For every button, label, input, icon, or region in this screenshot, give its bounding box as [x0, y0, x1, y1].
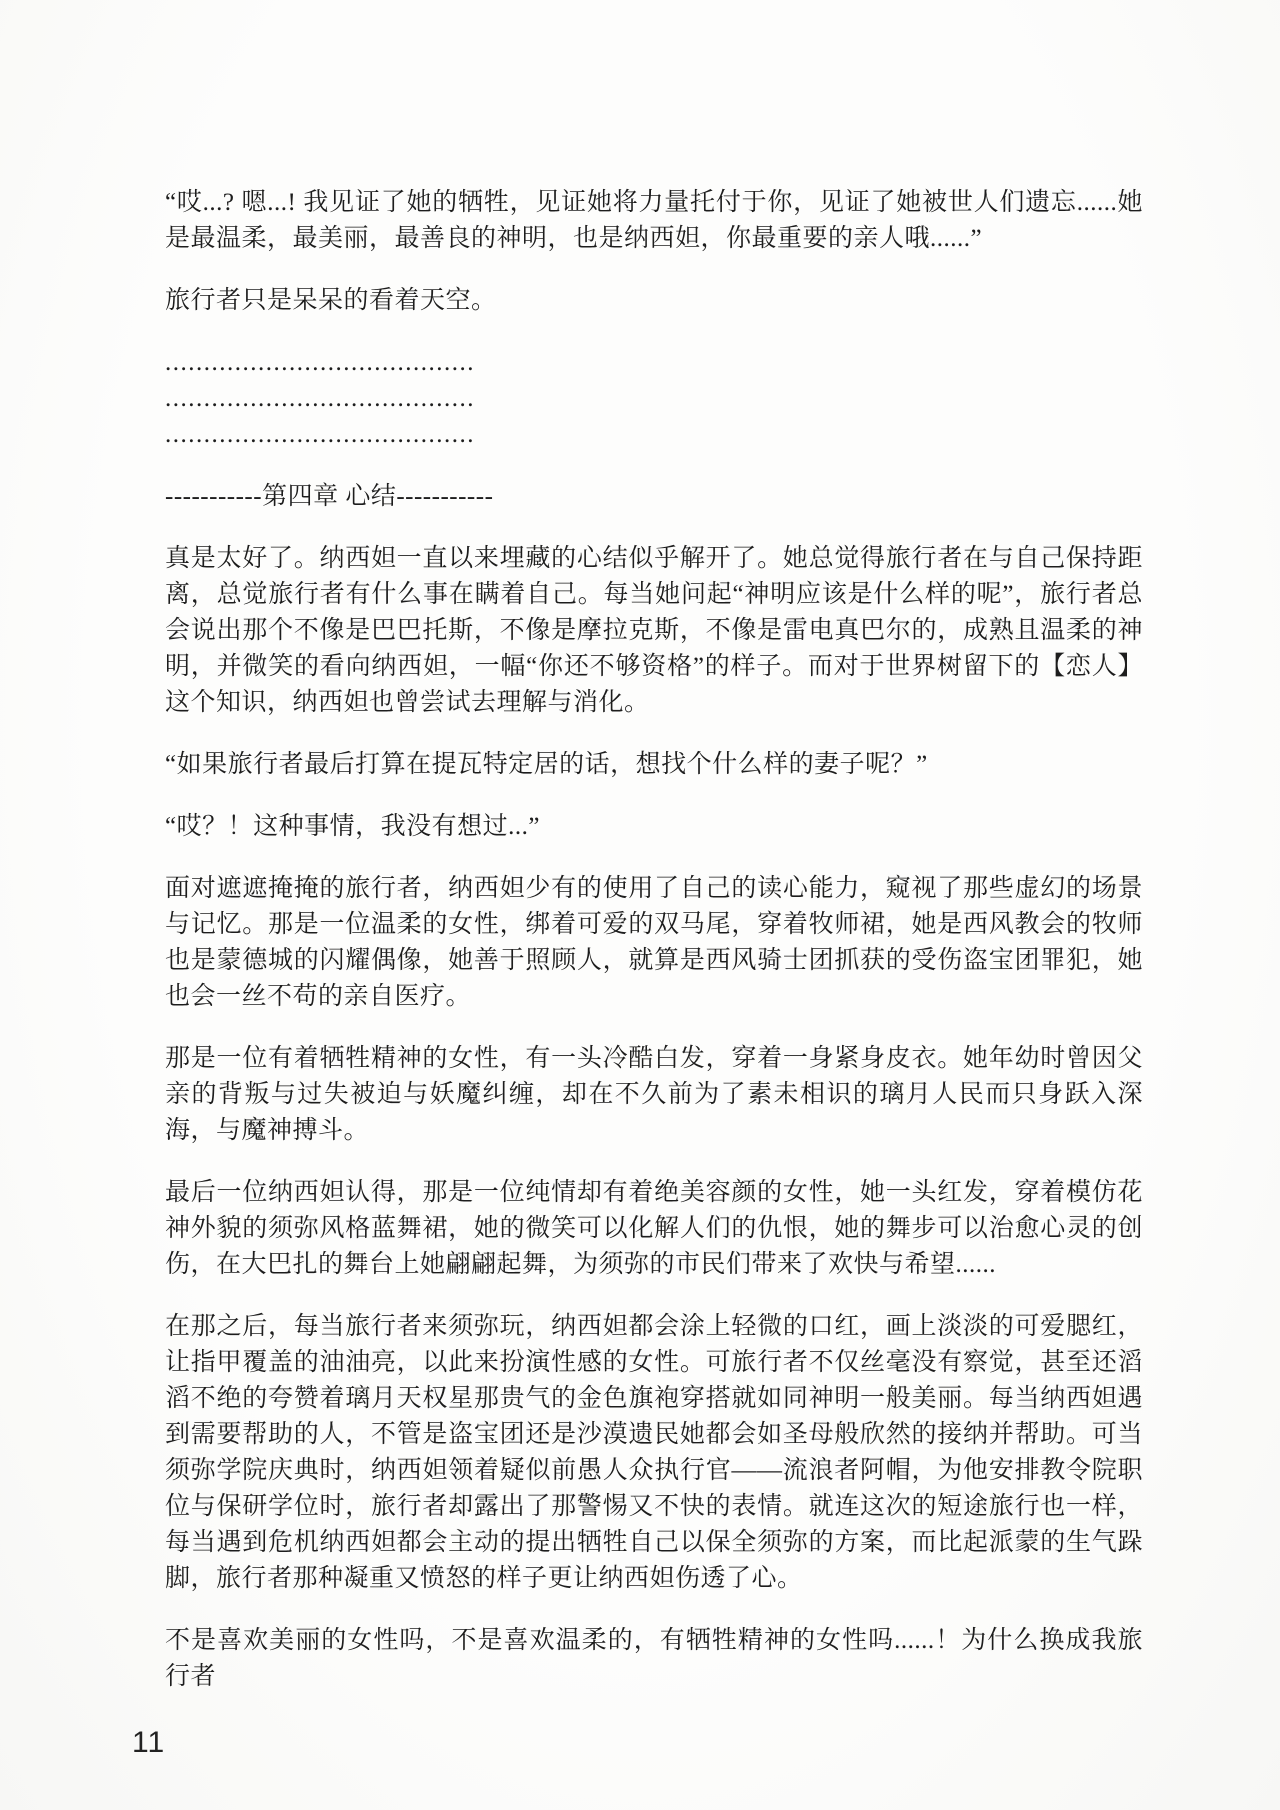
page-text-column — [165, 185, 1143, 1721]
dialogue-paragraph: “如果旅行者最后打算在提瓦特定居的话，想找个什么样的妻子呢？” — [165, 751, 928, 778]
body-paragraph: 那是一位有着牺牲精神的女性，有一头冷酷白发，穿着一身紧身皮衣。她年幼时曾因父亲的背叛与过失被迫与妖魔纠缠，却在不久前为了素未相识的璃月人民而只身跃入深海，与魔神搏斗。 — [165, 1045, 1143, 1144]
ellipsis-line: ........................................ — [165, 385, 475, 412]
dialogue-paragraph: “哎...? 嗯...! 我见证了她的牺牲，见证她将力量托付于你，见证了她被世人们遗忘......她是最温柔，最美丽，最善良的神明，也是纳西妲，你最重要的亲人哦......” — [165, 189, 1143, 252]
ellipsis-line: ........................................ — [165, 421, 475, 448]
body-paragraph: 真是太好了。纳西妲一直以来埋藏的心结似乎解开了。她总觉得旅行者在与自己保持距离，总觉旅行者有什么事在瞒着自己。每当她问起“神明应该是什么样的呢”，旅行者总会说出那个不像是巴巴托斯，不像是摩拉克斯，不像是雷电真巴尔的，成熟且温柔的神明，并微笑的看向纳西妲，一幅“你还不够资格”的样子。而对于世界树留下的【恋人】这个知识，纳西妲也曾尝试去理解与消化。 — [165, 545, 1143, 716]
body-paragraph: 面对遮遮掩掩的旅行者，纳西妲少有的使用了自己的读心能力，窥视了那些虚幻的场景与记忆。那是一位温柔的女性，绑着可爱的双马尾，穿着牧师裙，她是西风教会的牧师也是蒙德城的闪耀偶像，她善于照顾人，就算是西风骑士团抓获的受伤盗宝团罪犯，她也会一丝不苟的亲自医疗。 — [165, 875, 1143, 1010]
page-number: 11 — [132, 1726, 166, 1759]
narration-paragraph: 旅行者只是呆呆的看着天空。 — [165, 287, 497, 314]
body-paragraph: 不是喜欢美丽的女性吗，不是喜欢温柔的，有牺牲精神的女性吗......！为什么换成我旅行者 — [165, 1627, 1143, 1690]
dialogue-paragraph: “哎？！这种事情，我没有想过...” — [165, 813, 540, 840]
body-paragraph: 最后一位纳西妲认得，那是一位纯情却有着绝美容颜的女性，她一头红发，穿着模仿花神外貌的须弥风格蓝舞裙，她的微笑可以化解人们的仇恨，她的舞步可以治愈心灵的创伤，在大巴扎的舞台上她翩翩起舞，为须弥的市民们带来了欢快与希望...... — [165, 1179, 1143, 1278]
body-paragraph: 在那之后，每当旅行者来须弥玩，纳西妲都会涂上轻微的口红，画上淡淡的可爱腮红，让指甲覆盖的油油亮，以此来扮演性感的女性。可旅行者不仅丝毫没有察觉，甚至还滔滔不绝的夸赞着璃月天权星那贵气的金色旗袍穿搭就如同神明一般美丽。每当纳西妲遇到需要帮助的人，不管是盗宝团还是沙漠遗民她都会如圣母般欣然的接纳并帮助。可当须弥学院庆典时，纳西妲领着疑似前愚人众执行官——流浪者阿帽，为他安排教令院职位与保研学位时，旅行者却露出了那警惕又不快的表情。就连这次的短途旅行也一样，每当遇到危机纳西妲都会主动的提出牺牲自己以保全须弥的方案，而比起派蒙的生气跺脚，旅行者那种凝重又愤怒的样子更让纳西妲伤透了心。 — [165, 1313, 1143, 1592]
ellipsis-line: ........................................ — [165, 349, 475, 376]
chapter-heading: -----------第四章 心结----------- — [165, 483, 494, 510]
